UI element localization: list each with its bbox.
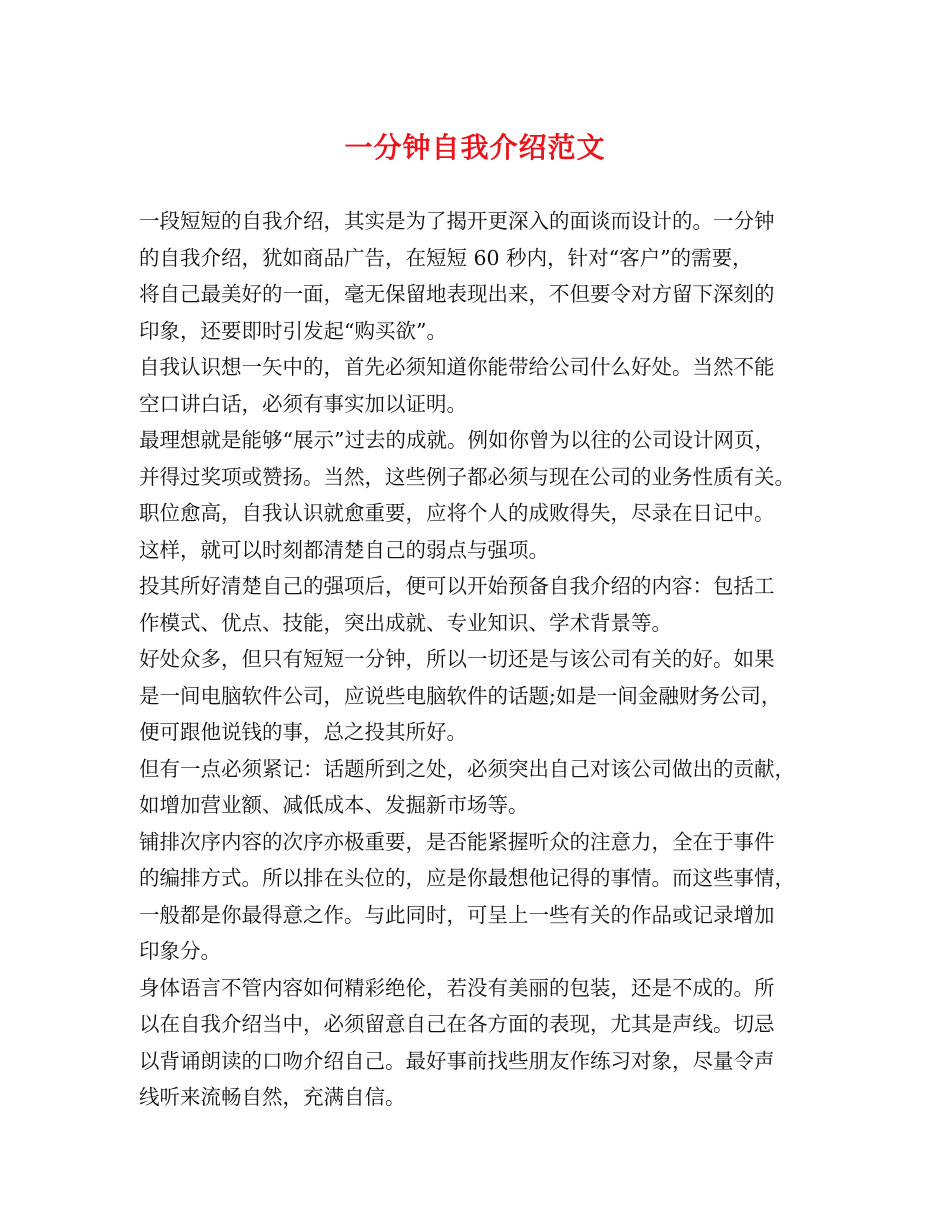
text-line: 并得过奖项或赞扬。当然，这些例子都必须与现在公司的业务性质有关。 (139, 464, 795, 489)
document-title: 一分钟自我介绍范文 (344, 131, 606, 164)
text-line: 投其所好清楚自己的强项后，便可以开始预备自我介绍的内容：包括工 (139, 574, 775, 598)
text-line: 最理想就是能够“展示”过去的成就。例如你曾为以往的公司设计网页， (139, 428, 775, 452)
text-line: 以在自我介绍当中，必须留意自己在各方面的表现，尤其是声线。切忌 (139, 1012, 775, 1036)
text-line: 铺排次序内容的次序亦极重要，是否能紧握听众的注意力，全在于事件 (139, 829, 775, 854)
text-line: 职位愈高，自我认识就愈重要，应将个人的成败得失，尽录在日记中。 (139, 501, 775, 525)
text-line: 作模式、优点、技能，突出成就、专业知识、学术背景等。 (139, 610, 672, 635)
text-line: 一般都是你最得意之作。与此同时，可呈上一些有关的作品或记录增加 (139, 902, 775, 927)
text-line: 的编排方式。所以排在头位的，应是你最想他记得的事情。而这些事情， (139, 866, 795, 890)
text-line: 这样，就可以时刻都清楚自己的弱点与强项。 (139, 537, 549, 562)
text-line: 便可跟他说钱的事，总之投其所好。 (139, 720, 467, 744)
text-line: 一段短短的自我介绍，其实是为了揭开更深入的面谈而设计的。一分钟 (139, 209, 775, 233)
text-line: 空口讲白话，必须有事实加以证明。 (139, 391, 467, 416)
text-line: 印象分。 (139, 939, 221, 963)
text-line: 自我认识想一矢中的，首先必须知道你能带给公司什么好处。当然不能 (139, 355, 775, 379)
text-line: 线听来流畅自然，充满自信。 (139, 1085, 406, 1109)
text-line: 身体语言不管内容如何精彩绝伦，若没有美丽的包装，还是不成的。所 (139, 975, 775, 1000)
text-line: 以背诵朗读的口吻介绍自己。最好事前找些朋友作练习对象，尽量令声 (139, 1048, 775, 1073)
text-line: 是一间电脑软件公司，应说些电脑软件的话题;如是一间金融财务公司， (139, 683, 782, 708)
text-line: 好处众多，但只有短短一分钟，所以一切还是与该公司有关的好。如果 (139, 647, 775, 671)
document-body (139, 203, 819, 1116)
text-line: 印象，还要即时引发起“购买欲”。 (139, 318, 447, 343)
text-line: 但有一点必须紧记：话题所到之处，必须突出自己对该公司做出的贡献， (139, 756, 795, 781)
text-line: 的自我介绍，犹如商品广告，在短短 60 秒内，针对“客户”的需要， (139, 245, 753, 270)
text-line: 将自己最美好的一面，毫无保留地表现出来，不但要令对方留下深刻的 (139, 282, 775, 306)
text-line: 如增加营业额、减低成本、发掘新市场等。 (139, 793, 529, 817)
